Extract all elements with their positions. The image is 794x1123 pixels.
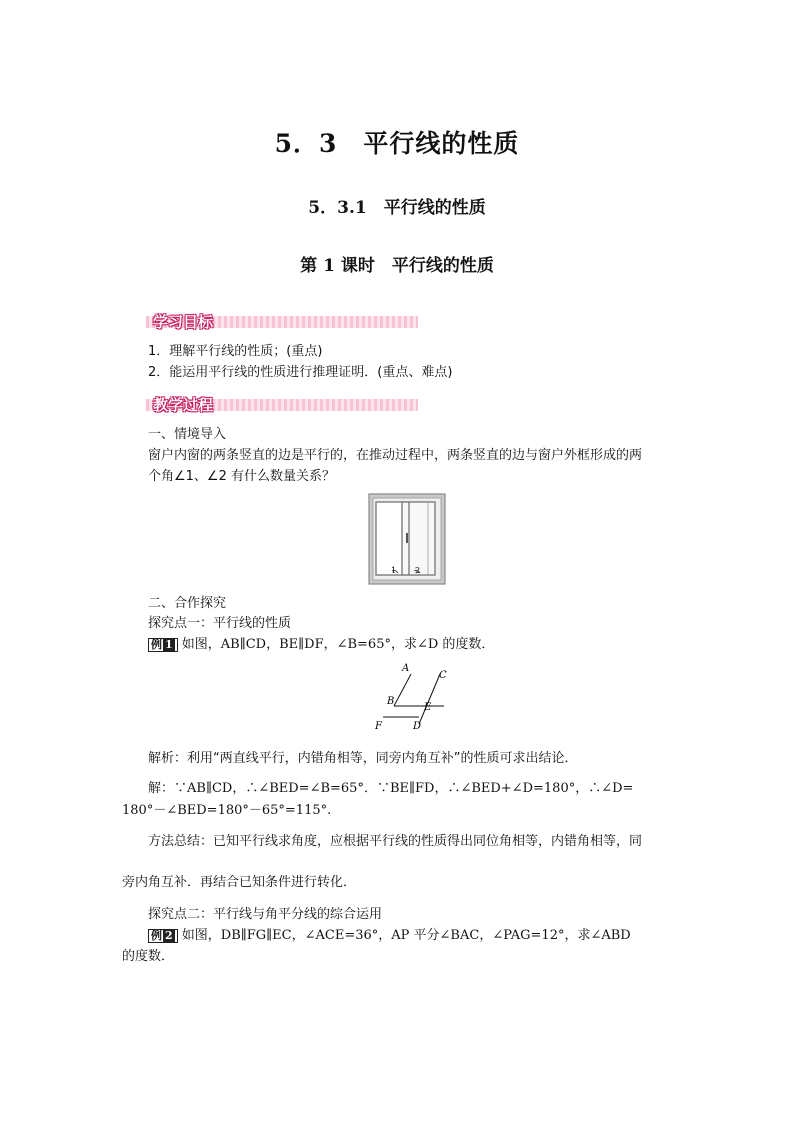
objective-2: 2．能运用平行线的性质进行推理证明．(重点、难点) (148, 365, 453, 380)
part1-line1: 窗户内窗的两条竖直的边是平行的，在推动过程中，两条竖直的边与窗户外框形成的两 (148, 448, 643, 463)
example1-line (148, 634, 494, 655)
point-C-label: C (439, 670, 447, 681)
page-title: 5．3 平行线的性质 (274, 129, 520, 158)
part2-heading: 二、合作探究 (148, 596, 227, 611)
summary-line-2: 旁内角互补．再结合已知条件进行转化． (122, 875, 357, 890)
summary-line-1: 方法总结：已知平行线求角度，应根据平行线的性质得出同位角相等，内错角相等，同 (148, 834, 643, 849)
process-label: 教学过程 (153, 396, 214, 414)
example1-text: 如图，AB∥CD，BE∥DF，∠B=65°，求∠D 的度数． (177, 637, 495, 652)
example1-badge (148, 638, 178, 652)
solution-line-2: 180°－∠BED=180°－65°=115°. (122, 803, 332, 818)
point-D-label: D (413, 721, 422, 732)
point-B-label: B (387, 696, 395, 707)
point-A-label: A (402, 663, 410, 674)
lesson-title: 第 1 课时 平行线的性质 (300, 256, 494, 276)
sliding-window-image (368, 493, 446, 585)
window-angle-1-label: 1 (391, 566, 397, 575)
example2-text: 如图，DB∥FG∥EC，∠ACE=36°，AP 平分∠BAC，∠PAG=12°，求∠ABD (177, 928, 631, 943)
example2-line-2: 的度数． (122, 949, 175, 964)
example2-line (148, 925, 631, 946)
solution-line-1: 解：∵AB∥CD，∴∠BED=∠B=65°．∵BE∥FD，∴∠BED+∠D=180°，∴∠D= (148, 781, 634, 796)
example2-badge (148, 929, 178, 943)
example-tag: 例 (151, 638, 162, 651)
point-E-label: E (424, 702, 432, 713)
point1-heading: 探究点一：平行线的性质 (148, 616, 292, 631)
analysis-text: 解析：利用“两直线平行，内错角相等，同旁内角互补”的性质可求出结论． (148, 751, 578, 766)
point2-heading: 探究点二：平行线与角平分线的综合运用 (148, 907, 383, 922)
objective-1: 1．理解平行线的性质；(重点) (148, 344, 323, 359)
process-banner (146, 395, 418, 415)
example-tag: 例 (151, 929, 162, 942)
part1-heading: 一、情境导入 (148, 427, 227, 442)
parallel-lines-figure (368, 660, 452, 734)
part1-line2: 个角∠1、∠2 有什么数量关系？ (148, 469, 335, 484)
window-angle-2-label: 2 (415, 566, 421, 575)
example-num: 2 (165, 929, 173, 942)
point-F-label: F (375, 721, 382, 732)
objectives-banner (146, 312, 418, 332)
section-title: 5．3.1 平行线的性质 (308, 198, 486, 218)
example-num: 1 (165, 638, 173, 651)
objectives-label: 学习目标 (153, 313, 214, 331)
